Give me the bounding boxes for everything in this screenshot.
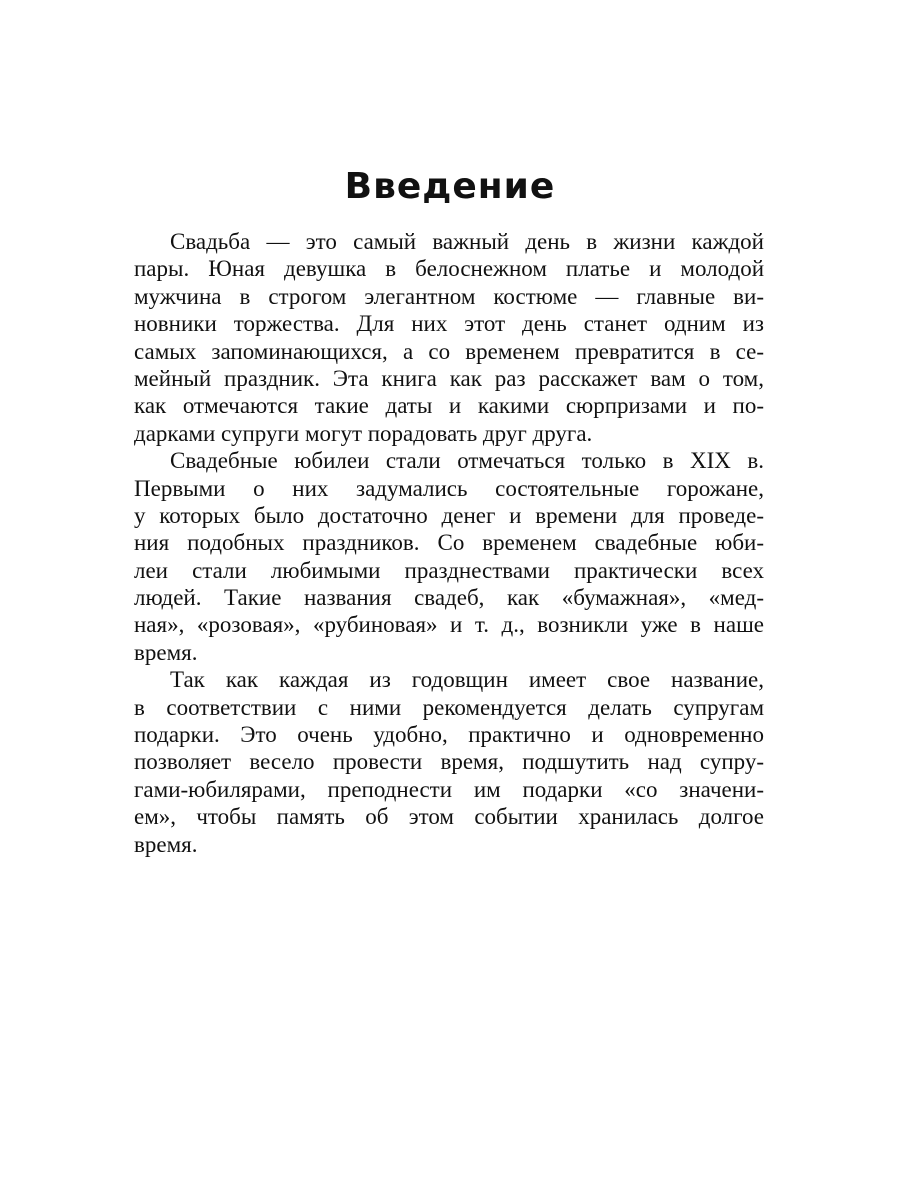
text-line: Первыми о них задумались состоятельные горожане, <box>134 475 764 501</box>
body-text <box>134 228 764 858</box>
text-line: Свадебные юбилеи стали отмечаться только в XIX в. <box>170 448 764 474</box>
text-line: дарками супруги могут порадовать друг друга. <box>134 420 593 446</box>
text-line: время. <box>134 831 198 857</box>
paragraph-1 <box>134 228 764 447</box>
text-line: Свадьба — это самый важный день в жизни каждой <box>170 229 764 254</box>
text-line: подарки. Это очень удобно, практично и одновременно <box>134 722 764 748</box>
text-line: новники торжества. Для них этот день станет одним из <box>134 311 764 337</box>
text-line: мейный праздник. Эта книга как раз расскажет вам о том, <box>134 365 764 391</box>
text-line: ная», «розовая», «рубиновая» и т. д., возникли уже в наше <box>134 612 764 638</box>
chapter-title: Введение <box>344 166 556 207</box>
text-line: позволяет весело провести время, подшутить над супру- <box>134 749 764 775</box>
text-line: самых запоминающихся, а со временем превратится в се- <box>134 338 764 364</box>
text-line: леи стали любимыми празднествами практически всех <box>134 557 764 583</box>
text-line: как отмечаются такие даты и какими сюрпризами и по- <box>134 393 764 419</box>
text-line: у которых было достаточно денег и времени для проведе- <box>134 502 764 528</box>
text-line: в соответствии с ними рекомендуется делать супругам <box>134 694 764 720</box>
paragraph-2 <box>134 447 764 666</box>
text-line: гами-юбилярами, преподнести им подарки «со значени- <box>134 776 764 802</box>
text-line: ния подобных праздников. Со временем свадебные юби- <box>134 530 764 556</box>
text-line: Так как каждая из годовщин имеет свое название, <box>170 667 764 693</box>
text-line: пары. Юная девушка в белоснежном платье и молодой <box>134 256 764 282</box>
text-line: мужчина в строгом элегантном костюме — главные ви- <box>134 283 764 309</box>
text-line: время. <box>134 639 198 665</box>
text-line: людей. Такие названия свадеб, как «бумажная», «мед- <box>134 585 764 611</box>
text-line: ем», чтобы память об этом событии хранилась долгое <box>134 804 764 830</box>
paragraph-3 <box>134 666 764 858</box>
